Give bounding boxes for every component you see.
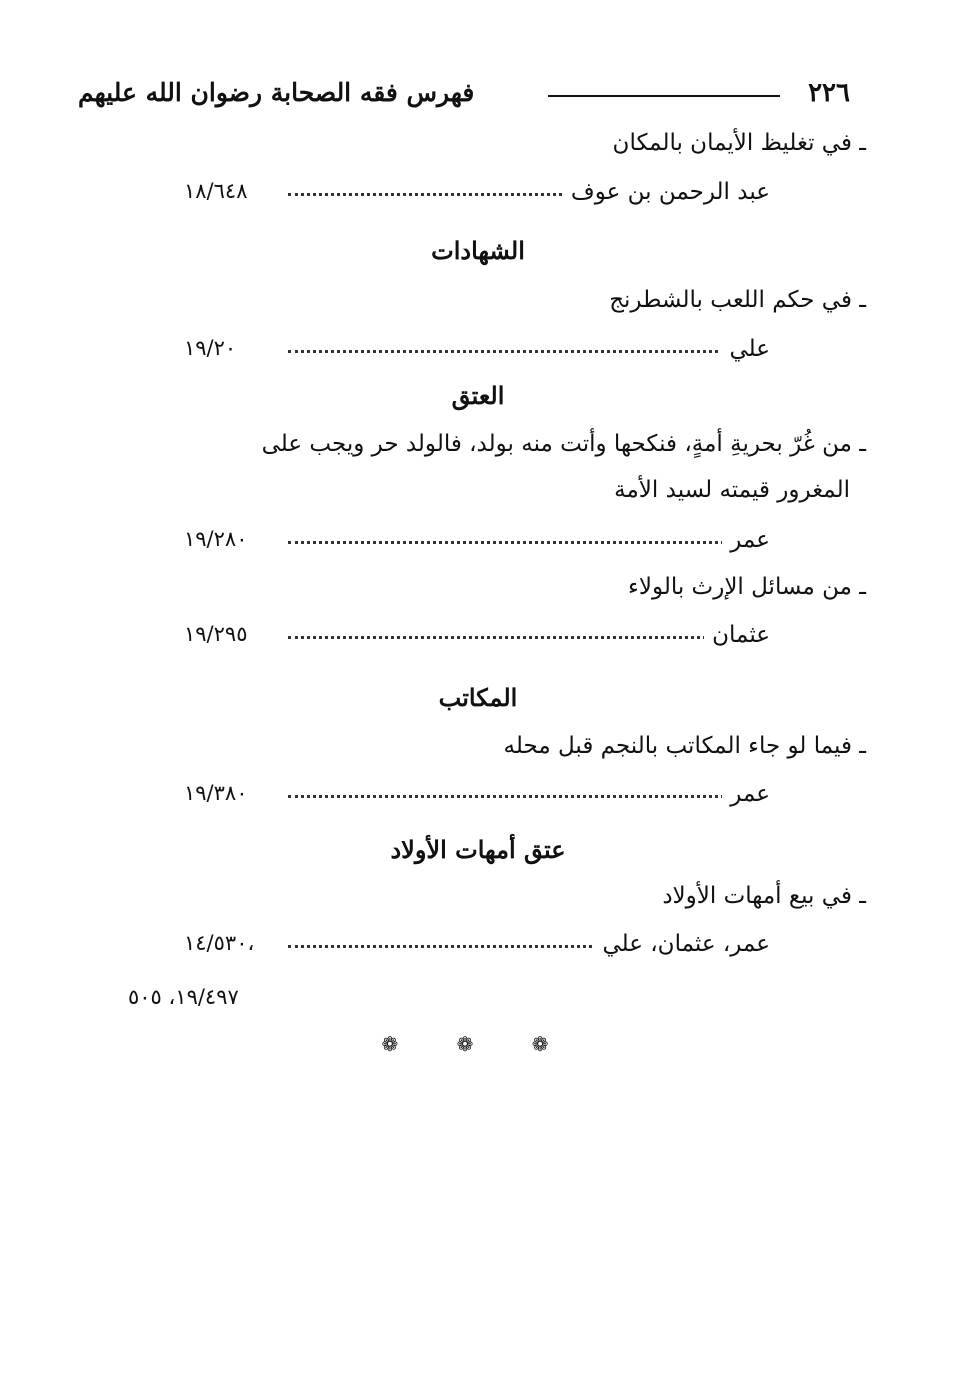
volume-page-ref-continued: ١٩/٤٩٧، ٥٠٥ [128,985,239,1009]
volume-page-ref: ١٨/٦٤٨ [184,179,255,203]
topic-line: ـ في تغليظ الأيمان بالمكان [612,130,866,156]
companion-name: عمر [722,781,770,807]
section-heading: المكاتب [438,683,518,712]
index-entry [184,527,770,561]
topic-line: ـ فيما لو جاء المكاتب بالنجم قبل محله [503,733,866,759]
topic-line: ـ من غُرّ بحريةِ أمةٍ، فنكحها وأتت منه بولد، فالولد حر ويجب على [261,431,866,457]
companion-name: عبد الرحمن بن عوف [563,179,770,205]
index-entry [184,336,770,370]
page-header [78,78,850,118]
topic-line: ـ من مسائل الإرث بالولاء [628,574,866,600]
section-heading: العتق [451,381,505,410]
topic-line: ـ في بيع أمهات الأولاد [662,883,866,909]
section-end-ornament: ❁ ❁ ❁ [381,1032,575,1056]
header-rule [548,95,780,97]
running-title: فهرس فقه الصحابة رضوان الله عليهم [78,78,475,107]
page-number: ٢٢٦ [808,78,850,108]
leader-dots [288,636,730,639]
index-entry [184,179,770,213]
index-entry [184,622,770,656]
volume-page-ref: ١٤/٥٣٠، [184,931,262,955]
volume-page-ref: ١٩/٢٩٥ [184,622,255,646]
index-entry [184,931,770,965]
leader-dots [288,350,730,353]
section-heading: عتق أمهات الأولاد [390,835,566,864]
leader-dots [288,541,730,544]
topic-line-continued: المغرور قيمته لسيد الأمة [614,477,850,503]
companion-name: عمر [722,527,770,553]
volume-page-ref: ١٩/٢٨٠ [184,527,255,551]
section-heading: الشهادات [431,236,525,265]
companion-name: عمر، عثمان، علي [594,931,770,957]
topic-line: ـ في حكم اللعب بالشطرنج [609,287,866,313]
volume-page-ref: ١٩/٣٨٠ [184,781,255,805]
volume-page-ref: ١٩/٢٠ [184,336,244,360]
index-entry [184,781,770,815]
leader-dots [288,795,730,798]
companion-name: علي [721,336,770,362]
companion-name: عثمان [704,622,770,648]
